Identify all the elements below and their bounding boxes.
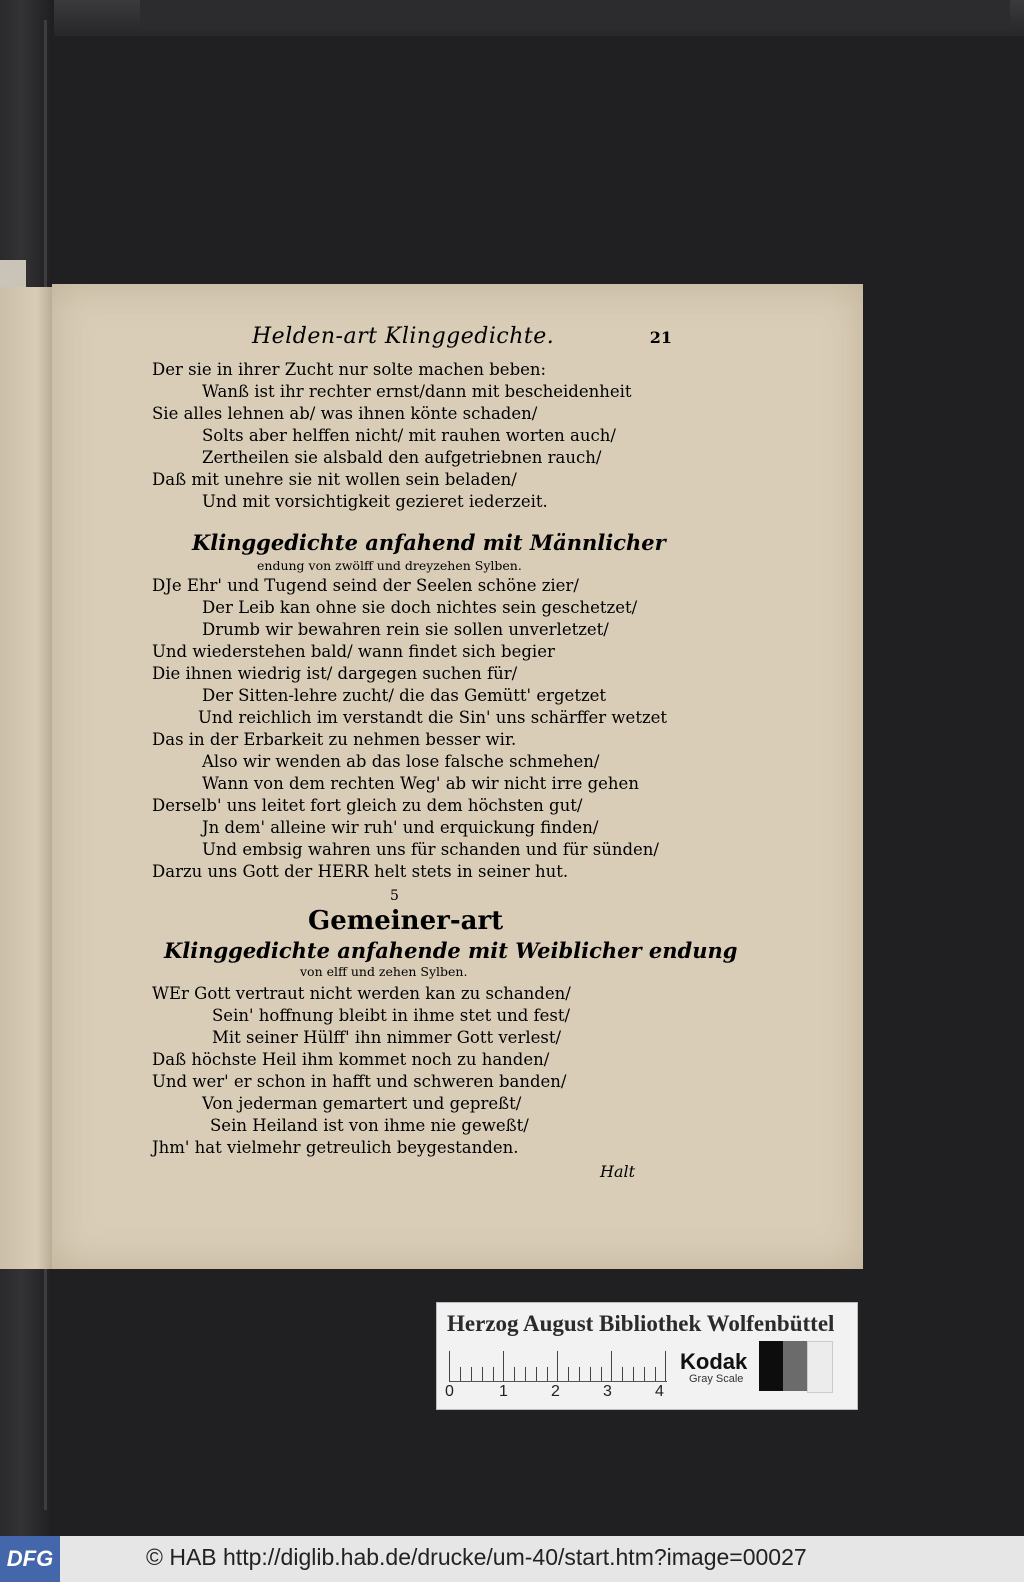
catchword: Halt <box>600 1162 636 1181</box>
verse-line: Also wir wenden ab das lose falsche schmehen/ <box>202 752 600 771</box>
verse-line: Die ihnen wiedrig ist/ dargegen suchen für/ <box>152 664 518 683</box>
verse-line: Und wer' er schon in hafft und schweren banden/ <box>152 1072 567 1091</box>
section-subheading: von elff und zehen Sylben. <box>300 964 468 979</box>
ruler-label: 2 <box>551 1383 560 1400</box>
section-heading: Klinggedichte anfahend mit Männlicher <box>192 530 666 555</box>
dfg-logo: DFG <box>0 1536 60 1582</box>
section-number: 5 <box>390 888 399 904</box>
verse-line: Das in der Erbarkeit zu nehmen besser wir. <box>152 730 517 749</box>
kodak-logo: Kodak <box>680 1349 748 1374</box>
section-heading: Klinggedichte anfahende mit Weiblicher endung <box>164 938 738 963</box>
verse-line: Darzu uns Gott der HERR helt stets in seiner hut. <box>152 862 569 881</box>
verse-line: Sein' hoffnung bleibt in ihme stet und fest/ <box>212 1006 571 1025</box>
gray-patch-black <box>759 1341 783 1391</box>
verse-line: Sie alles lehnen ab/ was ihnen könte schaden/ <box>152 404 538 423</box>
verse-line: Wann von dem rechten Weg' ab wir nicht irre gehen <box>202 774 639 793</box>
ruler-label: 0 <box>445 1383 454 1400</box>
verse-line: Jhm' hat vielmehr getreulich beygestanden. <box>152 1138 519 1157</box>
verse-line: Sein Heiland ist von ihme nie geweßt/ <box>210 1116 529 1135</box>
ruler-label: 1 <box>499 1383 508 1400</box>
verse-line: Der sie in ihrer Zucht nur solte machen beben: <box>152 360 547 379</box>
footer-copyright: © HAB http://diglib.hab.de/drucke/um-40/start.htm?image=00027 <box>146 1544 807 1570</box>
footer-bar <box>0 1536 1024 1582</box>
ruler-label: 3 <box>603 1383 612 1400</box>
section-title: Gemeiner-art <box>308 906 504 936</box>
verse-line: DJe Ehr' und Tugend seind der Seelen schöne zier/ <box>152 576 579 595</box>
verse-line: WEr Gott vertraut nicht werden kan zu schanden/ <box>152 984 571 1003</box>
verse-line: Und wiederstehen bald/ wann findet sich begier <box>152 642 555 661</box>
verse-line: Und mit vorsichtigkeit gezieret iederzeit. <box>202 492 548 511</box>
ruler-scale <box>449 1351 667 1382</box>
verse-line: Jn dem' alleine wir ruh' und erquickung finden/ <box>202 818 599 837</box>
verse-line: Und reichlich im verstandt die Sin' uns schärffer wetzet <box>198 708 668 727</box>
running-head <box>252 324 672 354</box>
verse-line: Und embsig wahren uns für schanden und für sünden/ <box>202 840 659 859</box>
section-subheading: endung von zwölff und dreyzehen Sylben. <box>257 558 522 573</box>
book-page <box>52 284 863 1269</box>
page-number: 21 <box>649 328 672 347</box>
verse-line: Der Sitten-lehre zucht/ die das Gemütt' ergetzet <box>202 686 607 705</box>
gray-patch-white <box>807 1341 833 1393</box>
verse-line: Zertheilen sie alsbald den aufgetriebnen rauch/ <box>202 448 602 467</box>
verse-line: Von jederman gemartert und gepreßt/ <box>202 1094 522 1113</box>
verse-line: Wanß ist ihr rechter ernst/dann mit bescheidenheit <box>202 382 632 401</box>
library-name: Herzog August Bibliothek Wolfenbüttel <box>447 1311 835 1336</box>
verse-line: Daß mit unehre sie nit wollen sein beladen/ <box>152 470 517 489</box>
left-page-edge <box>0 287 52 1269</box>
verse-line: Derselb' uns leitet fort gleich zu dem höchsten gut/ <box>152 796 583 815</box>
gray-patch-mid <box>783 1341 807 1391</box>
verse-line: Mit seiner Hülff' ihn nimmer Gott verlest/ <box>212 1028 562 1047</box>
top-strip-dark <box>140 0 1010 30</box>
verse-line: Solts aber helffen nicht/ mit rauhen worten auch/ <box>202 426 616 445</box>
ruler-label: 4 <box>655 1383 664 1400</box>
color-calibration-card <box>436 1302 858 1410</box>
verse-line: Drumb wir bewahren rein sie sollen unverletzet/ <box>202 620 609 639</box>
running-head-title: Helden-art Klinggedichte. <box>252 324 555 349</box>
kodak-subtitle: Gray Scale <box>689 1373 744 1385</box>
verse-line: Daß höchste Heil ihm kommet noch zu handen/ <box>152 1050 550 1069</box>
verse-line: Der Leib kan ohne sie doch nichtes sein geschetzet/ <box>202 598 638 617</box>
